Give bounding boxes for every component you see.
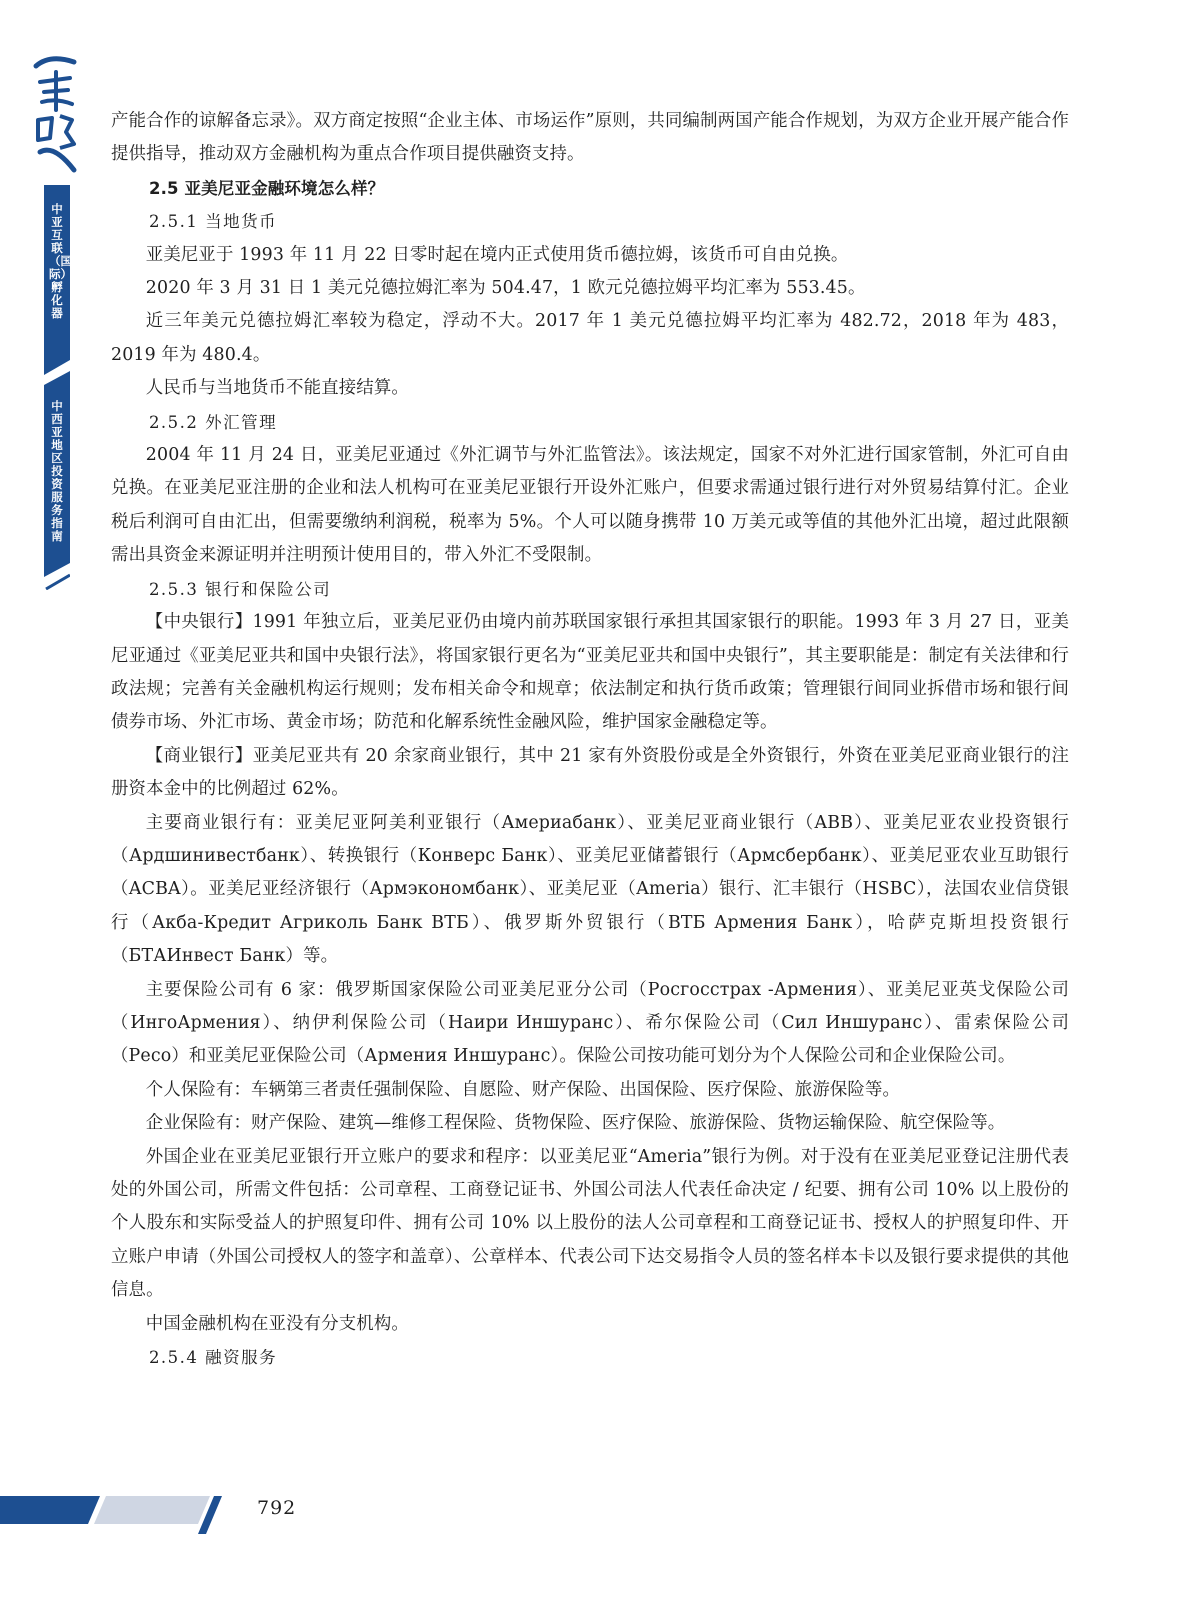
page-number: 792 (257, 1497, 297, 1519)
paragraph: 主要商业银行有：亚美尼亚阿美利亚银行（Америабанк）、亚美尼亚商业银行（ABB）、亚美尼亚农业投资银行（Ардшинивестбанк）、转换银行（Конверс Банк）、亚美尼亚储蓄银行（Армсбербанк）、亚美尼亚农业互助银行（ACBA）。亚美尼亚经济银行（Армэкономбанк）、亚美尼亚（Ameria）银行、汇丰银行（HSBC），法国农业信贷银行（Акба-Кредит Агриколь Банк ВТБ）、俄罗斯外贸银行（ВТБ Армения Банк），哈萨克斯坦投资银行（БТАИнвест Банк）等。 (111, 812, 1069, 967)
sidebar-label-incubator: 中亚互联（国际）孵化器 (49, 202, 72, 320)
paragraph: 人民币与当地货币不能直接结算。 (145, 378, 409, 399)
belt-road-logo (30, 48, 80, 178)
page-content (111, 105, 1069, 1374)
paragraph: 【中央银行】1991 年独立后，亚美尼亚仍由境内前苏联国家银行承担其国家银行的职能。1993 年 3 月 27 日，亚美尼亚通过《亚美尼亚共和国中央银行法》，将国家银行更名为“亚美尼亚共和国中央银行”，其主要职能是：制定有关法律和行政法规；完善有关金融机构运行规则；发布相关命令和规章；依法制定和执行货币政策；管理银行间同业拆借市场和银行间债券市场、外汇市场、黄金市场；防范和化解系统性金融风险，维护国家金融稳定等。 (111, 612, 1069, 733)
paragraph: 企业保险有：财产保险、建筑—维修工程保险、货物保险、医疗保险、旅游保险、货物运输保险、航空保险等。 (145, 1113, 1006, 1134)
sidebar-label-guide: 中西亚地区投资服务指南 (51, 399, 63, 543)
paragraph: 2020 年 3 月 31 日 1 美元兑德拉姆汇率为 504.47，1 欧元兑德拉姆平均汇率为 553.45。 (145, 278, 866, 299)
paragraph: 外国企业在亚美尼亚银行开立账户的要求和程序：以亚美尼亚“Ameria”银行为例。对于没有在亚美尼亚登记注册代表处的外国公司，所需文件包括：公司章程、工商登记证书、外国公司法人代表任命决定 / 纪要、拥有公司 10% 以上股份的个人股东和实际受益人的护照复印件、拥有公司 10% 以上股份的法人公司章程和工商登记证书、授权人的护照复印件、开立账户申请（外国公司授权人的签字和盖章）、公章样本、代表公司下达交易指令人员的签名样本卡以及银行要求提供的其他信息。 (111, 1146, 1069, 1301)
subsection-heading-2-5-1: 2.5.1 当地货币 (148, 212, 278, 232)
paragraph: 中国金融机构在亚没有分支机构。 (145, 1313, 409, 1334)
subsection-heading-2-5-2: 2.5.2 外汇管理 (148, 412, 278, 432)
subsection-heading-2-5-3: 2.5.3 银行和保险公司 (148, 579, 332, 599)
footer-stripes (0, 1488, 240, 1536)
paragraph: 【商业银行】亚美尼亚共有 20 余家商业银行，其中 21 家有外资股份或是全外资银行，外资在亚美尼亚商业银行的注册资本金中的比例超过 62%。 (111, 745, 1069, 800)
paragraph: 亚美尼亚于 1993 年 11 月 22 日零时起在境内正式使用货币德拉姆，该货币可自由兑换。 (145, 244, 849, 265)
paragraph: 个人保险有：车辆第三者责任强制保险、自愿险、财产保险、出国保险、医疗保险、旅游保险等。 (145, 1079, 901, 1100)
paragraph: 近三年美元兑德拉姆汇率较为稳定，浮动不大。2017 年 1 美元兑德拉姆平均汇率为 482.72，2018 年为 483，2019 年为 480.4。 (111, 311, 1069, 365)
subsection-heading-2-5-4: 2.5.4 融资服务 (148, 1348, 278, 1368)
section-heading-2-5: 2.5 亚美尼亚金融环境怎么样？ (148, 178, 385, 198)
paragraph: 产能合作的谅解备忘录》。双方商定按照“企业主体、市场运作”原则，共同编制两国产能合作规划，为双方企业开展产能合作提供指导，推动双方金融机构为重点合作项目提供融资支持。 (111, 111, 1069, 165)
paragraph: 2004 年 11 月 24 日，亚美尼亚通过《外汇调节与外汇监管法》。该法规定，国家不对外汇进行国家管制，外汇可自由兑换。在亚美尼亚注册的企业和法人机构可在亚美尼亚银行开设外汇账户，但要求需通过银行进行对外贸易结算付汇。企业税后利润可自由汇出，但需要缴纳利润税，税率为 5%。个人可以随身携带 10 万美元或等值的其他外汇出境，超过此限额需出具资金来源证明并注明预计使用目的，带入外汇不受限制。 (111, 445, 1069, 566)
paragraph: 主要保险公司有 6 家：俄罗斯国家保险公司亚美尼亚分公司（Росгосстрах -Армения）、亚美尼亚英戈保险公司（ИнгоАрмения）、纳伊利保险公司（Наири Иншуранс）、希尔保险公司（Сил Иншуранс）、雷索保险公司（Ресо）和亚美尼亚保险公司（Армения Иншуранс）。保险公司按功能可划分为个人保险公司和企业保险公司。 (111, 979, 1069, 1067)
